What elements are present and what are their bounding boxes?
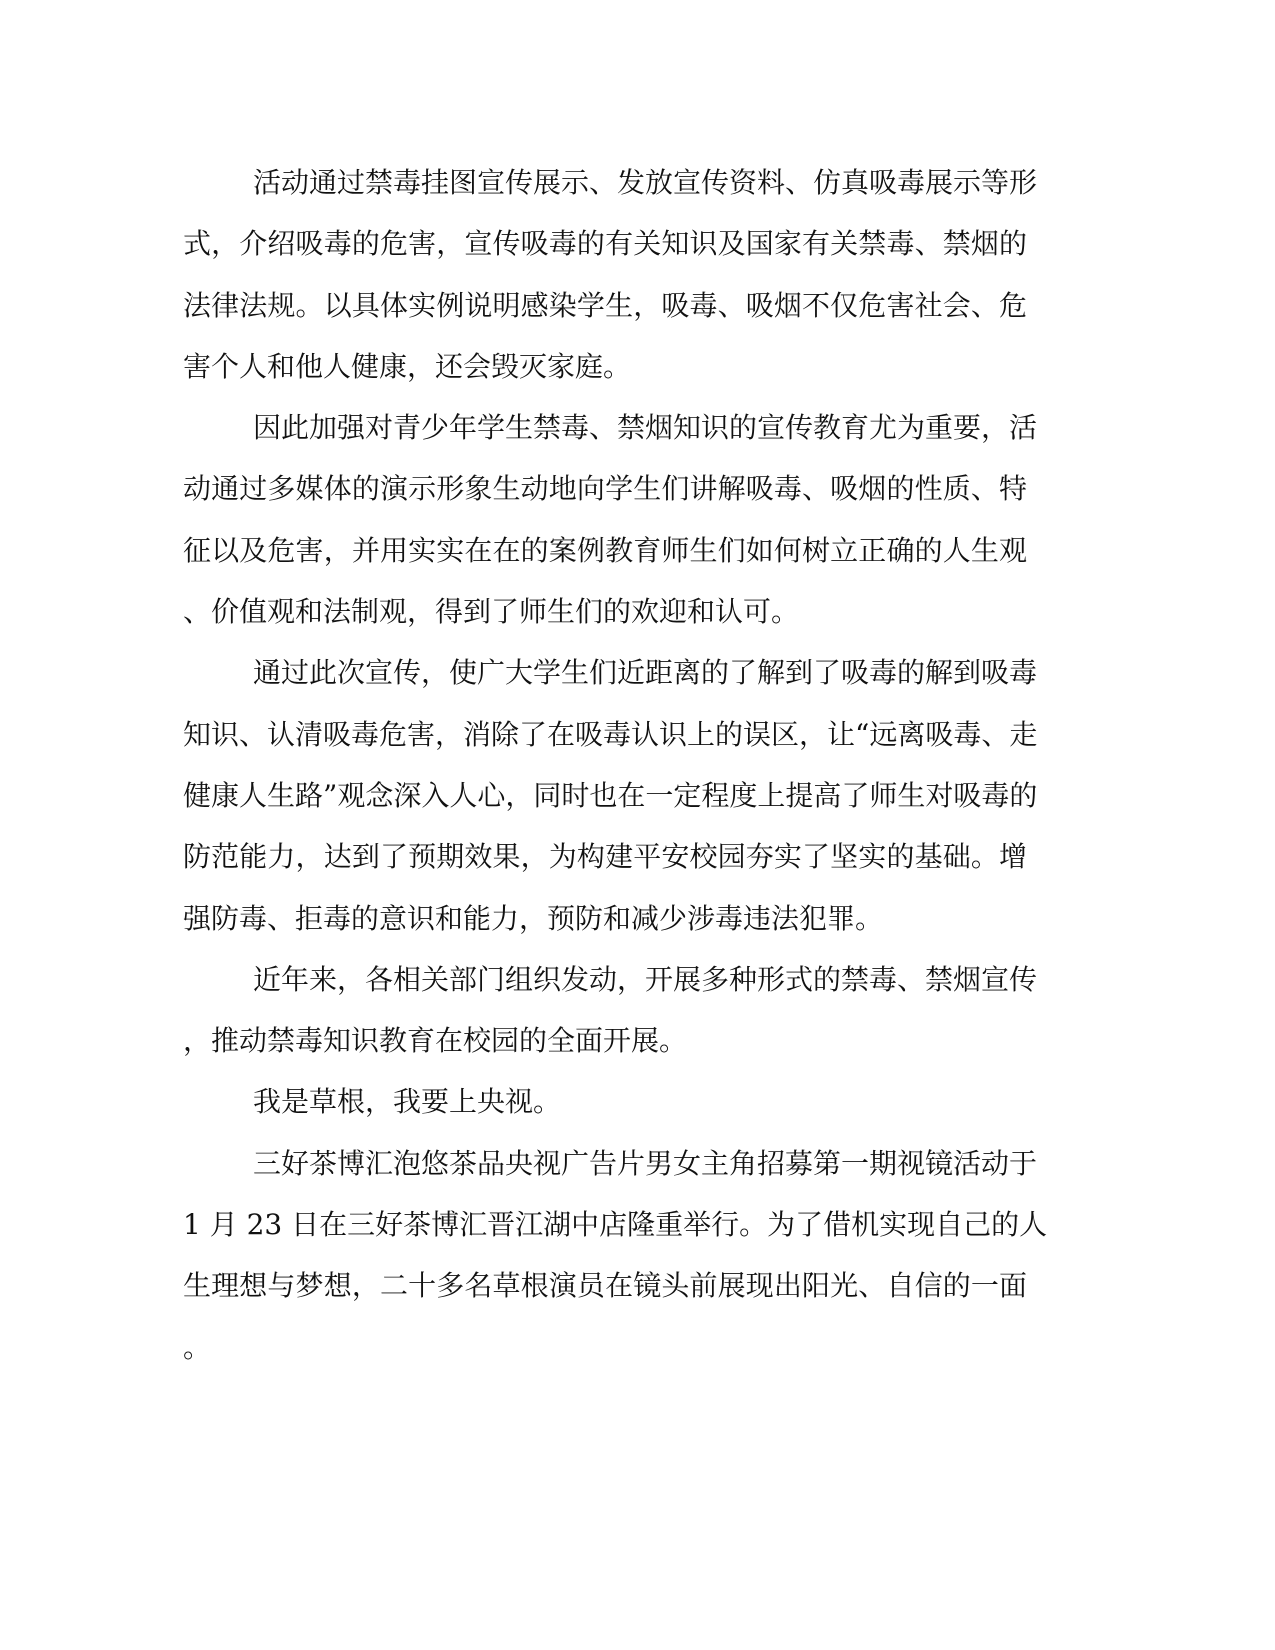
document-body bbox=[183, 152, 1048, 1378]
text-line: 因此加强对青少年学生禁毒、禁烟知识的宣传教育尤为重要，活 bbox=[253, 411, 1038, 445]
paragraph bbox=[183, 1133, 1048, 1378]
text-line: 1 月 23 日在三好茶博汇晋江湖中店隆重举行。为了借机实现自己的人 bbox=[183, 1208, 1048, 1242]
text-line: 活动通过禁毒挂图宣传展示、发放宣传资料、仿真吸毒展示等形 bbox=[253, 166, 1038, 199]
paragraph bbox=[183, 642, 1038, 948]
text-line: 三好茶博汇泡悠茶品央视广告片男女主角招募第一期视镜活动于 bbox=[253, 1146, 1038, 1180]
text-line: 害个人和他人健康，还会毁灭家庭。 bbox=[183, 349, 632, 383]
text-line: 。 bbox=[183, 1330, 212, 1364]
paragraph bbox=[183, 1071, 1027, 1132]
text-line: 法律法规。以具体实例说明感染学生，吸毒、吸烟不仅危害社会、危 bbox=[183, 288, 1027, 322]
text-line: 健康人生路”观念深入人心，同时也在一定程度上提高了师生对吸毒的 bbox=[183, 778, 1038, 812]
text-line: 通过此次宣传，使广大学生们近距离的了解到了吸毒的解到吸毒 bbox=[253, 656, 1038, 690]
text-line: 征以及危害，并用实实在在的案例教育师生们如何树立正确的人生观 bbox=[183, 533, 1027, 567]
text-line: 我是草根，我要上央视。 bbox=[253, 1085, 562, 1119]
text-line: 、价值观和法制观，得到了师生们的欢迎和认可。 bbox=[183, 595, 800, 629]
text-line: 式，介绍吸毒的危害，宣传吸毒的有关知识及国家有关禁毒、禁烟的 bbox=[183, 227, 1027, 261]
paragraph bbox=[183, 397, 1038, 642]
text-line: ，推动禁毒知识教育在校园的全面开展。 bbox=[183, 1024, 688, 1058]
text-line: 近年来，各相关部门组织发动，开展多种形式的禁毒、禁烟宣传 bbox=[253, 962, 1038, 996]
text-line: 强防毒、拒毒的意识和能力，预防和减少涉毒违法犯罪。 bbox=[183, 901, 884, 935]
paragraph bbox=[183, 152, 1038, 397]
text-line: 生理想与梦想，二十多名草根演员在镜头前展现出阳光、自信的一面 bbox=[183, 1269, 1027, 1303]
text-line: 动通过多媒体的演示形象生动地向学生们讲解吸毒、吸烟的性质、特 bbox=[183, 472, 1027, 506]
paragraph bbox=[183, 949, 1038, 1072]
text-line: 知识、认清吸毒危害，消除了在吸毒认识上的误区，让“远离吸毒、走 bbox=[183, 717, 1038, 751]
text-line: 防范能力，达到了预期效果，为构建平安校园夯实了坚实的基础。增 bbox=[183, 840, 1027, 874]
